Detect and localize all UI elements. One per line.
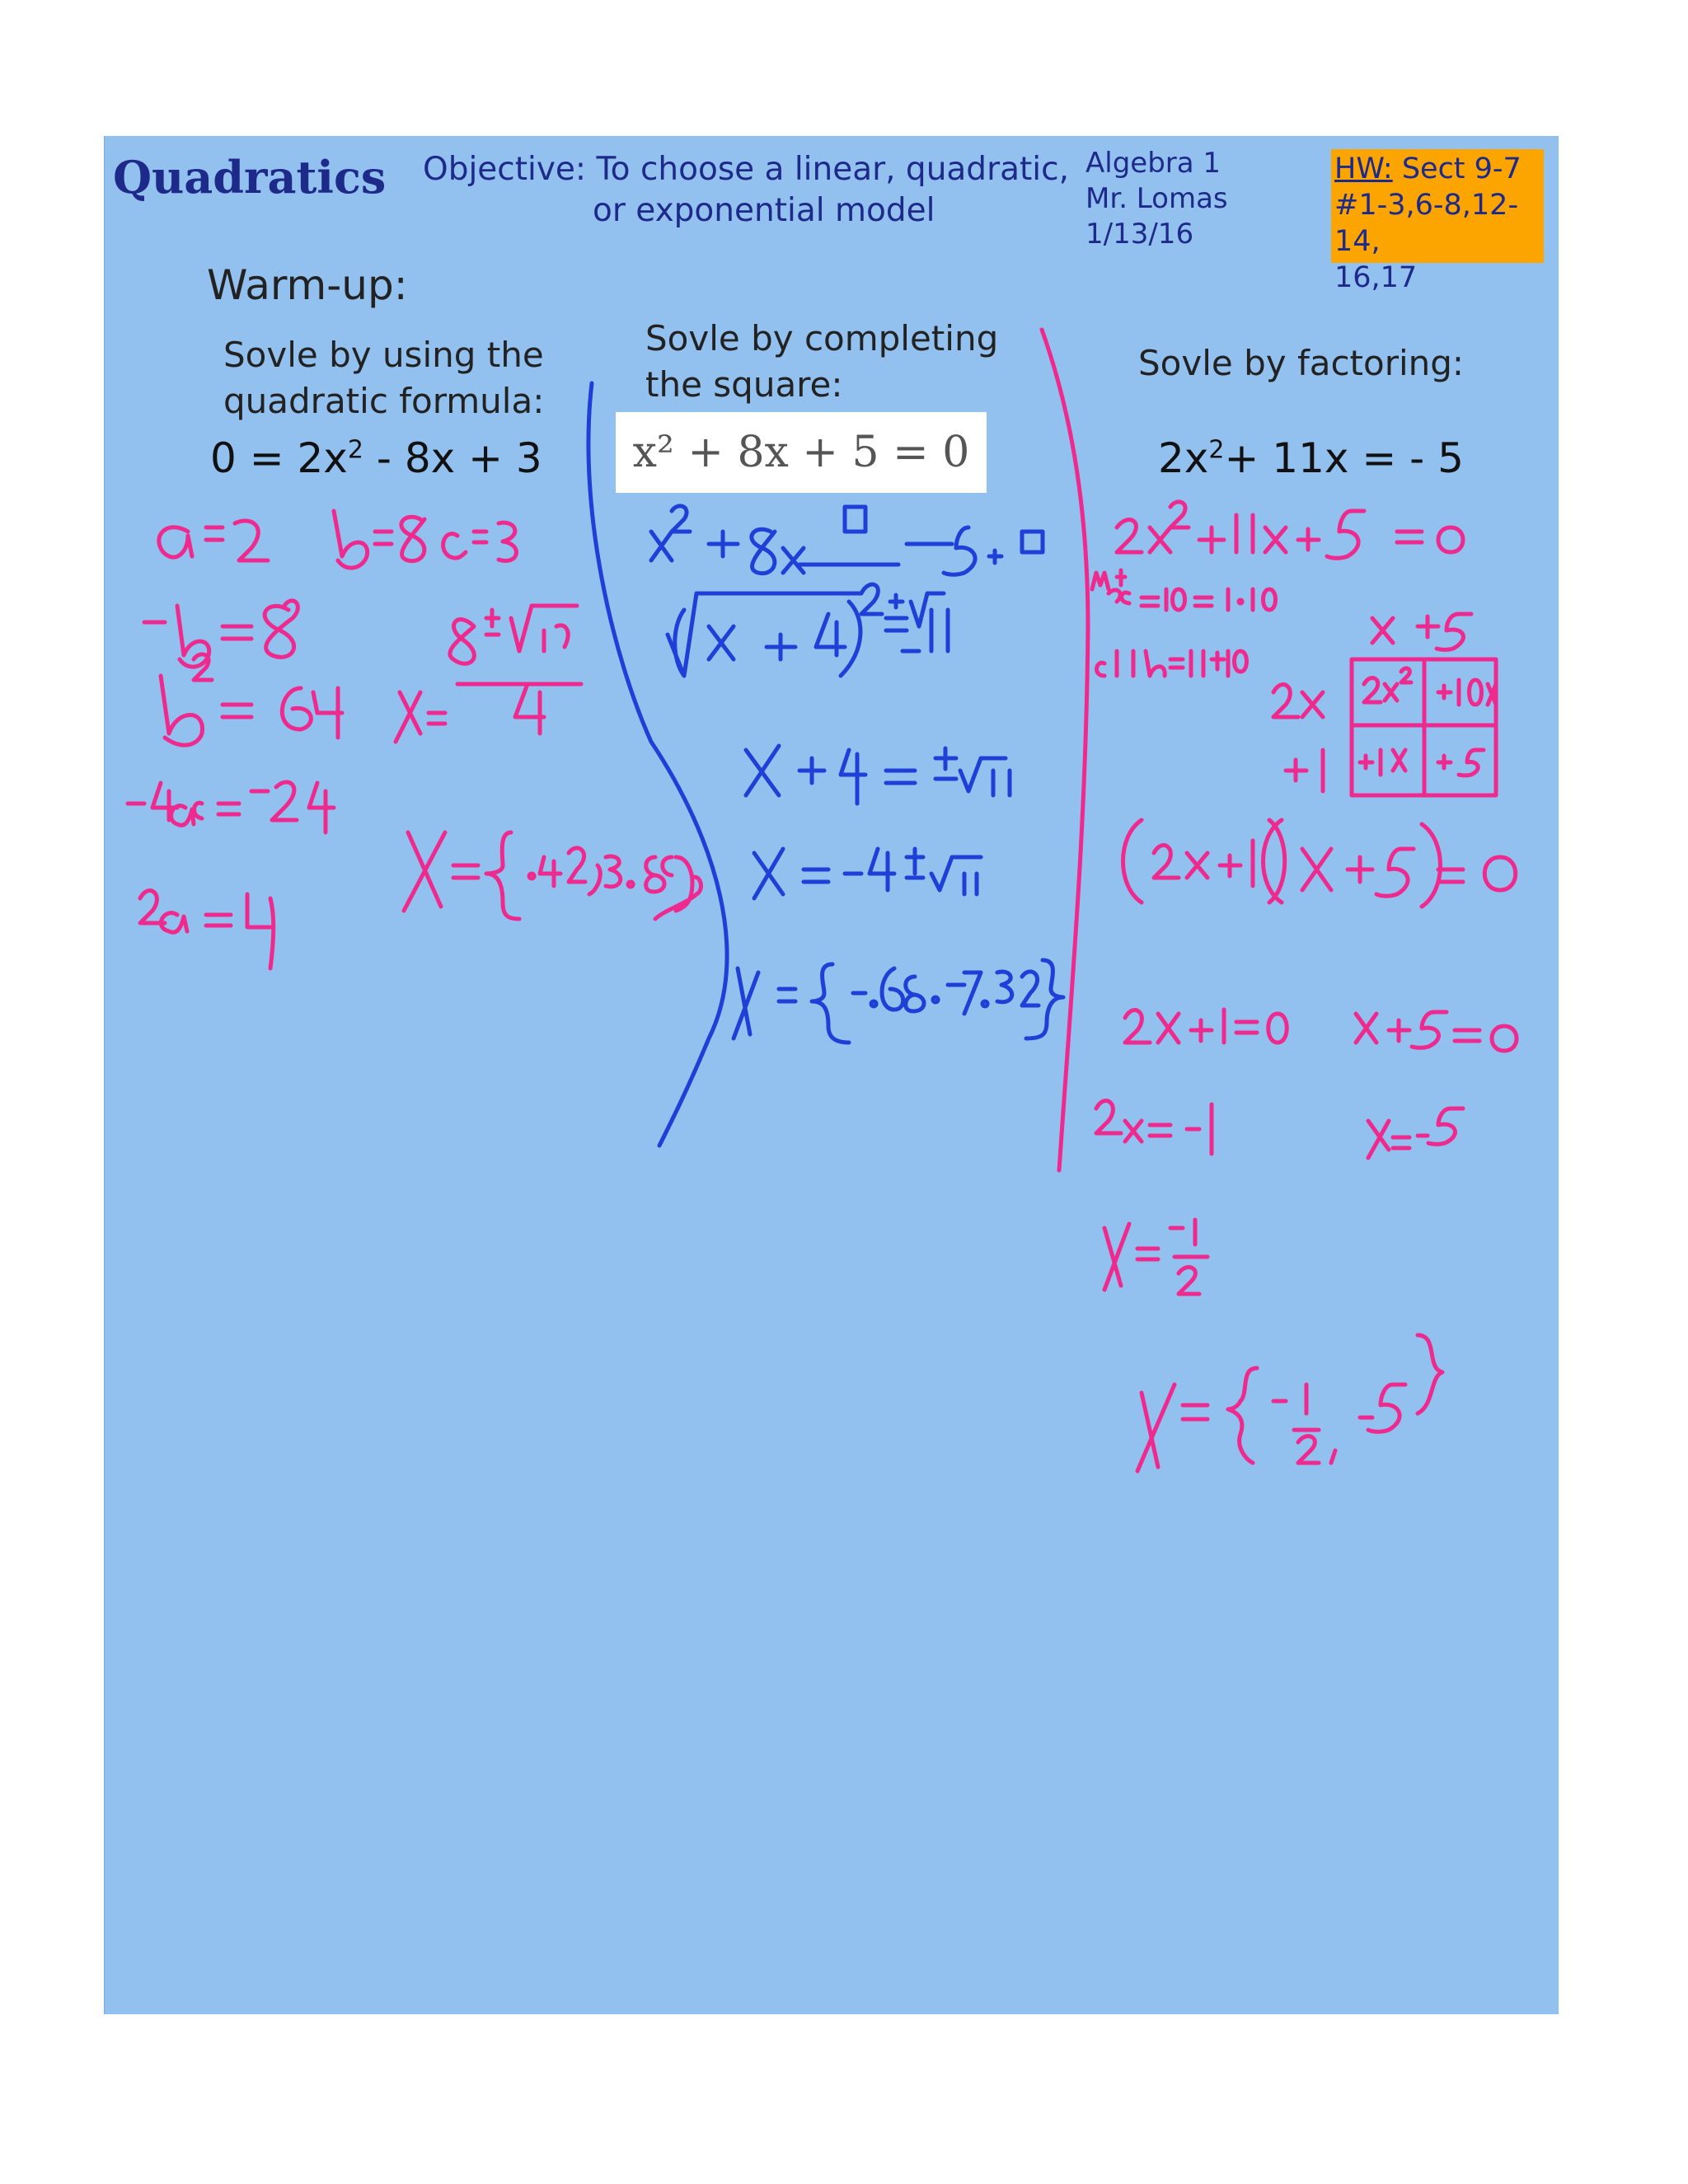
col1-prompt-line2: quadratic formula: — [223, 381, 545, 421]
divider-left — [588, 383, 727, 1146]
ink-2x-left — [1273, 685, 1323, 717]
ink-2x2-11x-5 — [1117, 502, 1463, 558]
col3-work — [1092, 502, 1517, 1471]
ink-add-b — [1097, 651, 1247, 676]
ink-neg-b — [144, 601, 298, 667]
ink-c3 — [443, 523, 517, 560]
ink-linear-eqs — [1125, 1010, 1517, 1051]
ink-b-8 — [334, 511, 424, 568]
ink-quad-formula — [396, 606, 581, 742]
col1-prompt-line1: Sovle by using the — [223, 335, 544, 375]
homework-label: HW: — [1334, 152, 1393, 185]
ink-x-plus5-top — [1372, 614, 1471, 649]
ink-plus1-left — [1286, 750, 1323, 791]
homework-section: Sect 9-7 — [1401, 152, 1522, 185]
ink-x-eq-neg4 — [754, 849, 981, 898]
objective-line1: To choose a linear, quadratic, — [596, 151, 1069, 188]
objective-label: Objective: — [423, 151, 587, 188]
homework-problems-cont: 16,17 — [1334, 261, 1418, 294]
ink-x-plus-4 — [746, 746, 1010, 804]
ink-x-set2 — [734, 960, 1063, 1043]
col2-equation: x² + 8x + 5 = 0 — [632, 428, 970, 477]
col1-work — [128, 511, 701, 968]
col3-prompt: Sovle by factoring: — [1138, 343, 1465, 383]
ink-factored — [1123, 820, 1516, 907]
ink-2x-neg1 — [1096, 1101, 1463, 1158]
divider-right — [1042, 330, 1088, 1170]
col2-work — [651, 506, 1063, 1043]
ink-a2 — [159, 521, 268, 560]
ink-x-set1 — [404, 832, 701, 919]
ink-x-neg-half — [1104, 1220, 1207, 1294]
col2-prompt-line2: the square: — [645, 364, 843, 405]
col2-prompt-line1: Sovle by completing — [645, 318, 999, 359]
ink-mult-ac — [1092, 570, 1276, 610]
course-name: Algebra 1 — [1085, 147, 1221, 180]
lesson-title: Quadratics — [113, 151, 387, 204]
ink-sqrt-square — [668, 584, 948, 676]
ink-4ac — [128, 782, 334, 832]
ink-grid-entries — [1360, 668, 1496, 776]
warmup-heading: Warm-up: — [207, 261, 408, 309]
col3-equation: $2x^2+ 11x$ = - 5 — [1158, 434, 1464, 482]
col1-equation: $0 = 2x^2 - 8x + 3$ — [210, 434, 542, 482]
ink-x2-8x — [651, 506, 1043, 574]
homework-problems: #1-3,6-8,12-14, — [1334, 189, 1519, 258]
teacher-name: Mr. Lomas — [1085, 182, 1228, 215]
ink-2a — [140, 891, 274, 968]
objective-line2: or exponential model — [593, 192, 935, 229]
lesson-date: 1/13/16 — [1085, 218, 1194, 251]
ink-final-set — [1137, 1335, 1442, 1471]
